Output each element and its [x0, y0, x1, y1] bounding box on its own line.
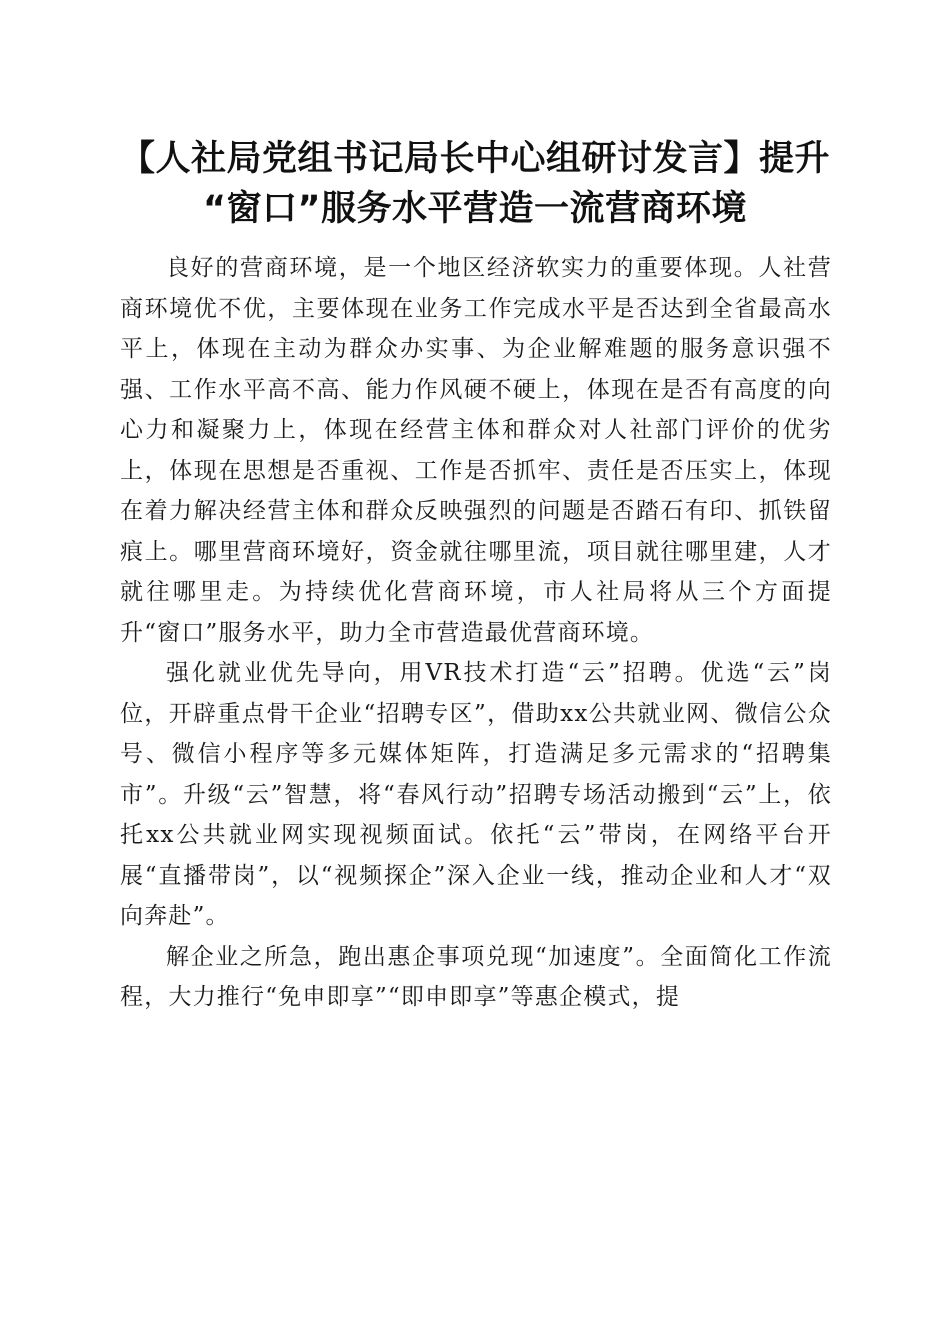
title-line-1: 【人社局党组书记局长中心组研讨发言】提升 — [119, 139, 830, 179]
title-line-2: “窗口”服务水平营造一流营商环境 — [202, 189, 747, 229]
paragraph-1: 良好的营商环境，是一个地区经济软实力的重要体现。人社营商环境优不优，主要体现在业务工作完成水平是否达到全省最高水平上，体现在主动为群众办实事、为企业解难题的服务意识强不强、工作水平高不高、能力作风硬不硬上，体现在是否有高度的向心力和凝聚力上，体现在经营主体和群众对人社部门评价的优劣上，体现在思想是否重视、工作是否抓牢、责任是否压实上，体现在着力解决经营主体和群众反映强烈的问题是否踏石有印、抓铁留痕上。哪里营商环境好，资金就往哪里流，项目就往哪里建，人才就往哪里走。为持续优化营商环境，市人社局将从三个方面提升“窗口”服务水平，助力全市营造最优营商环境。 — [120, 255, 832, 646]
paragraph-3: 解企业之所急，跑出惠企事项兑现“加速度”。全面简化工作流程，大力推行“免申即享”“即申即享”等惠企模式，提 — [120, 943, 832, 1010]
paragraph-2: 强化就业优先导向，用VR技术打造“云”招聘。优选“云”岗位，开辟重点骨干企业“招聘专区”，借助xx公共就业网、微信公众号、微信小程序等多元媒体矩阵，打造满足多元需求的“招聘集市”。升级“云”智慧，将“春风行动”招聘专场活动搬到“云”上，依托xx公共就业网实现视频面试。依托“云”带岗，在网络平台开展“直播带岗”，以“视频探企”深入企业一线，推动企业和人才“双向奔赴”。 — [120, 660, 832, 929]
document-body — [120, 248, 832, 1018]
document-title — [110, 134, 840, 234]
